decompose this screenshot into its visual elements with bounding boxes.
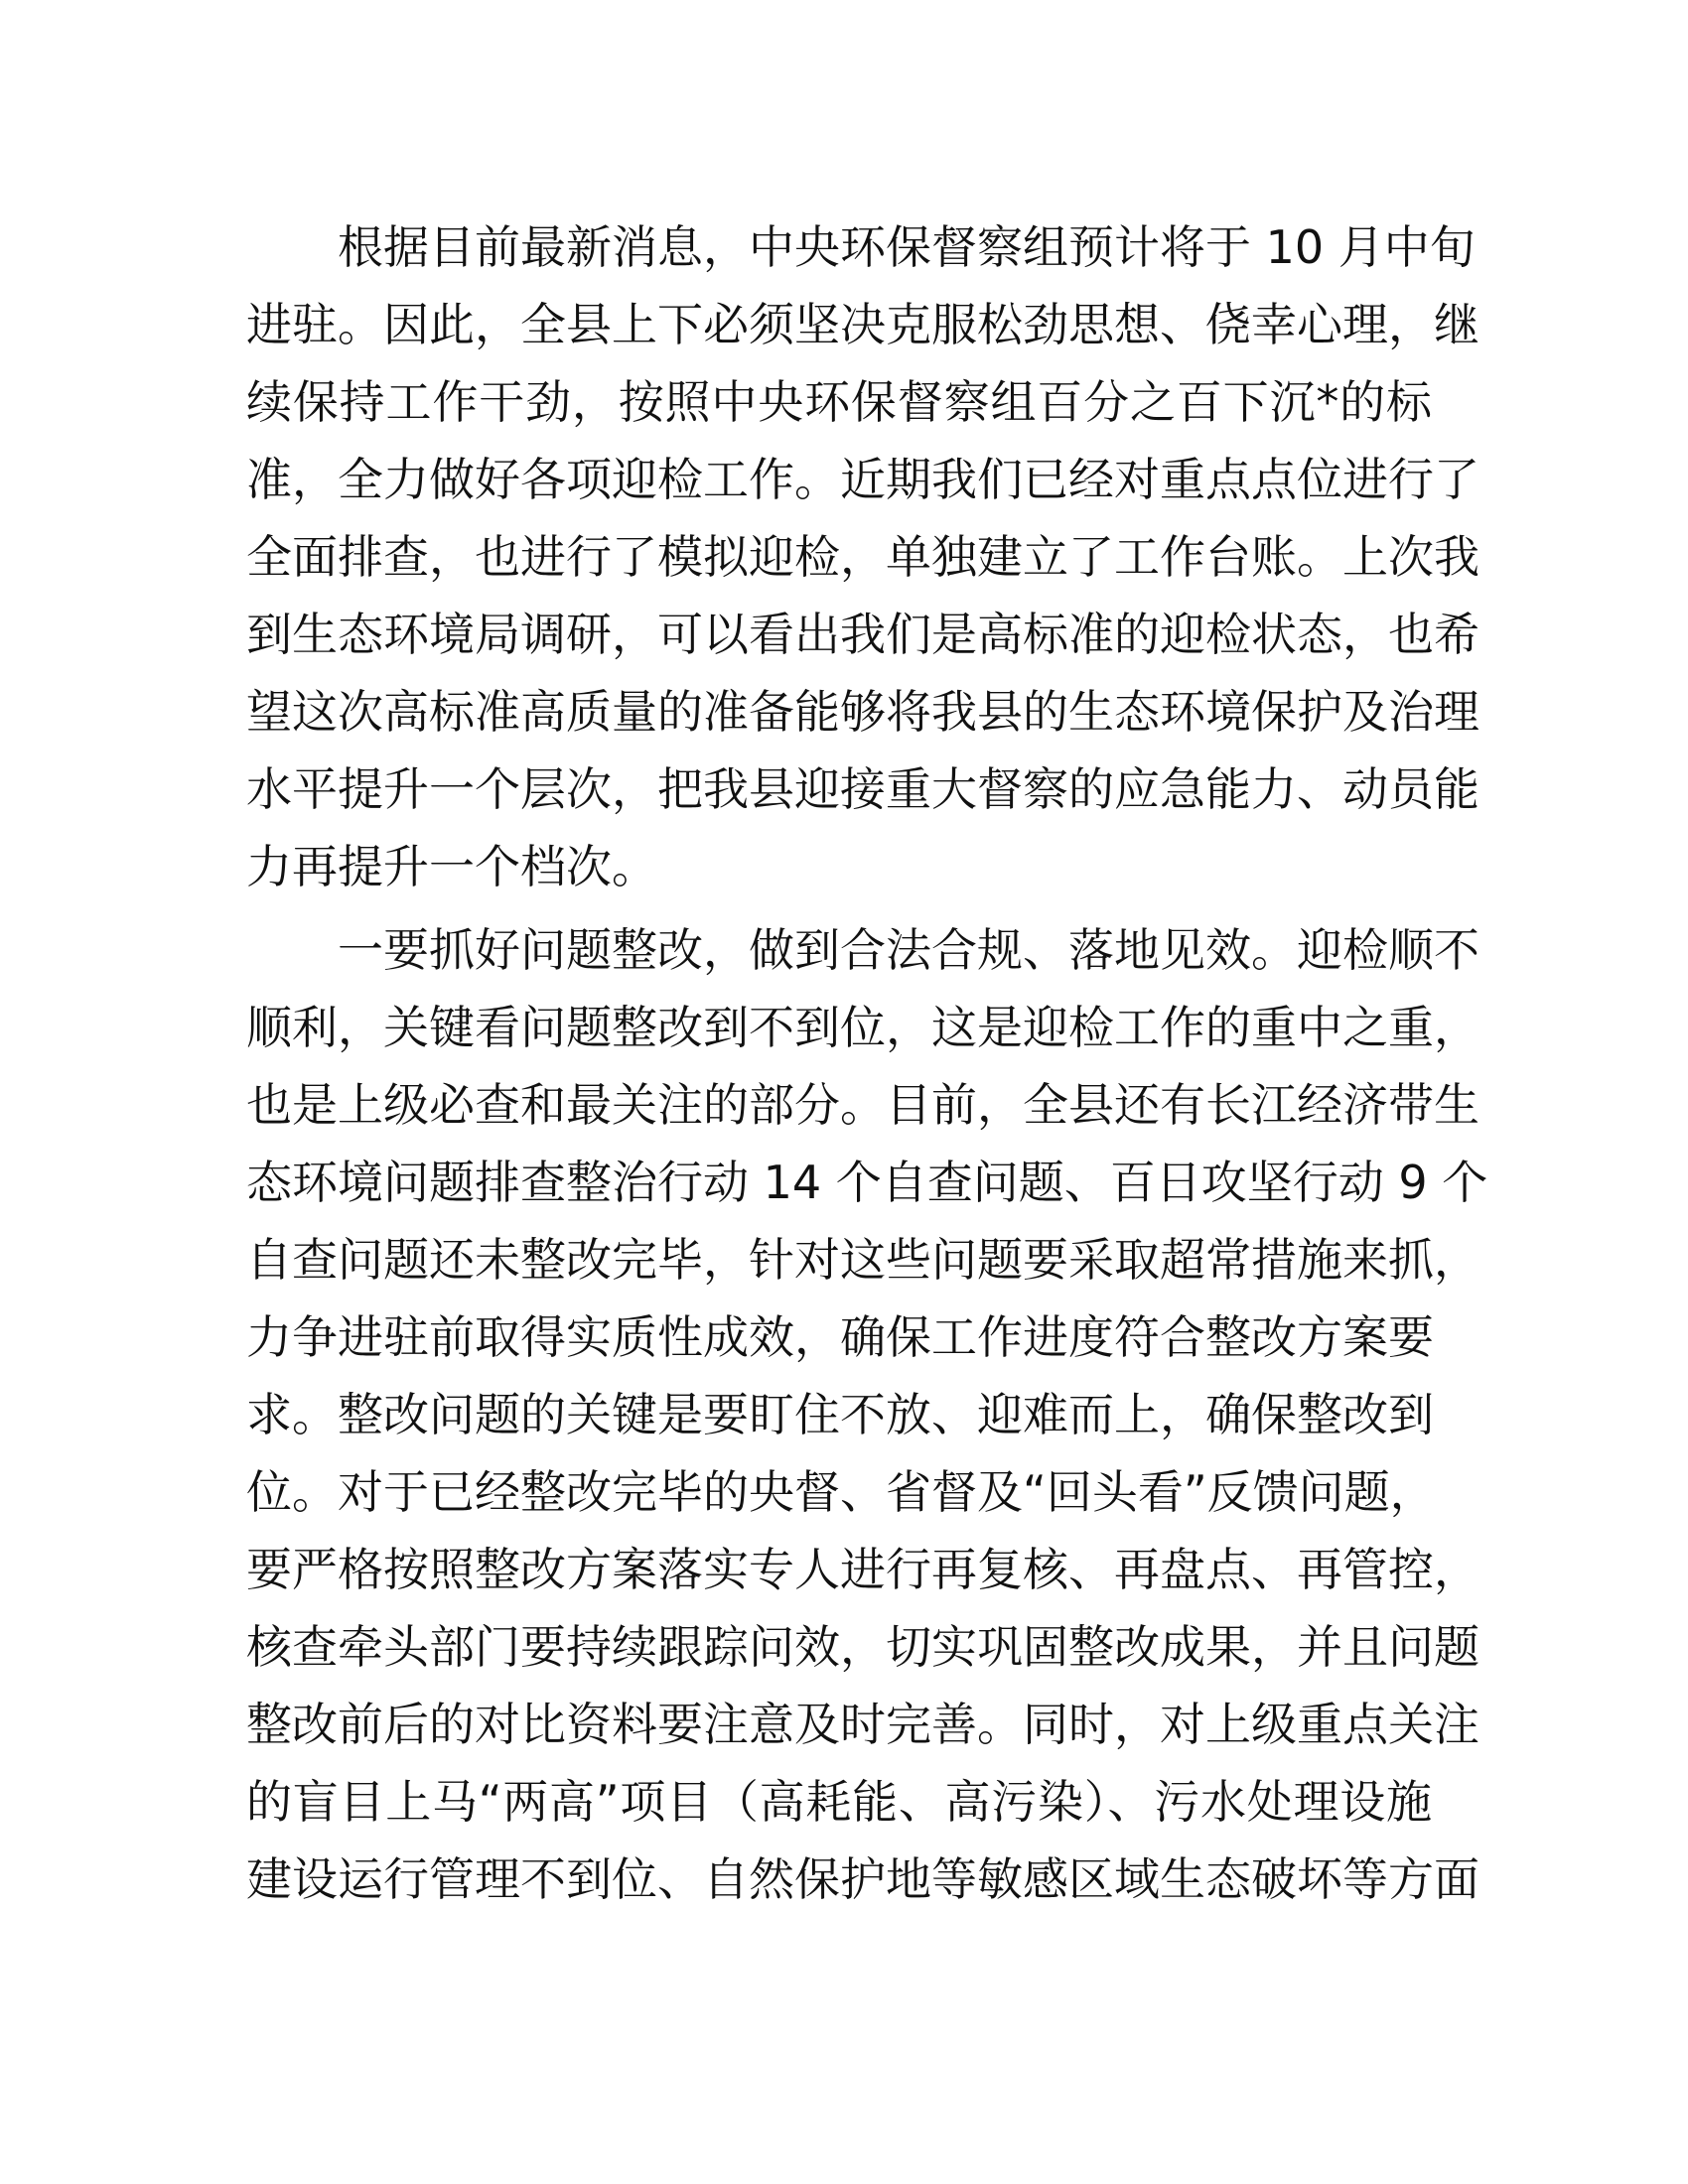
paragraph-line: 进驻。因此，全县上下必须坚决克服松劲思想、侥幸心理，继 — [246, 298, 1479, 351]
paragraph-line: 到生态环境局调研，可以看出我们是高标准的迎检状态，也希 — [246, 608, 1479, 661]
paragraph-line: 建设运行管理不到位、自然保护地等敏感区域生态破坏等方面 — [246, 1852, 1479, 1906]
paragraph-line: 也是上级必查和最关注的部分。目前，全县还有长江经济带生 — [246, 1078, 1479, 1132]
paragraph-line: 整改前后的对比资料要注意及时完善。同时，对上级重点关注 — [246, 1698, 1479, 1751]
paragraph-line: 根据目前最新消息，中央环保督察组预计将于 10 月中旬 — [338, 220, 1476, 274]
paragraph-line: 求。整改问题的关键是要盯住不放、迎难而上，确保整改到 — [246, 1388, 1434, 1441]
paragraph-line: 力再提升一个档次。 — [246, 840, 657, 893]
paragraph-line: 续保持工作干劲，按照中央环保督察组百分之百下沉*的标 — [246, 375, 1432, 429]
paragraph-line: 核查牵头部门要持续跟踪问效，切实巩固整改成果，并且问题 — [246, 1620, 1479, 1674]
paragraph-line: 力争进驻前取得实质性成效，确保工作进度符合整改方案要 — [246, 1310, 1434, 1364]
paragraph-line: 位。对于已经整改完毕的央督、省督及“回头看”反馈问题， — [246, 1465, 1436, 1519]
paragraph-line: 一要抓好问题整改，做到合法合规、落地见效。迎检顺不 — [338, 923, 1479, 977]
paragraph-line: 态环境问题排查整治行动 14 个自查问题、百日攻坚行动 9 个 — [246, 1156, 1488, 1209]
paragraph-2 — [246, 911, 1488, 1918]
paragraph-line: 顺利，关键看问题整改到不到位，这是迎检工作的重中之重， — [246, 1001, 1479, 1054]
paragraph-1 — [246, 208, 1479, 905]
paragraph-line: 要严格按照整改方案落实专人进行再复核、再盘点、再管控， — [246, 1543, 1479, 1596]
paragraph-line: 自查问题还未整改完毕，针对这些问题要采取超常措施来抓， — [246, 1233, 1479, 1287]
paragraph-line: 的盲目上马“两高”项目（高耗能、高污染）、污水处理设施 — [246, 1775, 1432, 1829]
paragraph-line: 水平提升一个层次，把我县迎接重大督察的应急能力、动员能 — [246, 762, 1479, 816]
paragraph-line: 全面排查，也进行了模拟迎检，单独建立了工作台账。上次我 — [246, 530, 1479, 584]
paragraph-line: 准，全力做好各项迎检工作。近期我们已经对重点点位进行了 — [246, 453, 1479, 506]
paragraph-line: 望这次高标准高质量的准备能够将我县的生态环境保护及治理 — [246, 685, 1479, 739]
